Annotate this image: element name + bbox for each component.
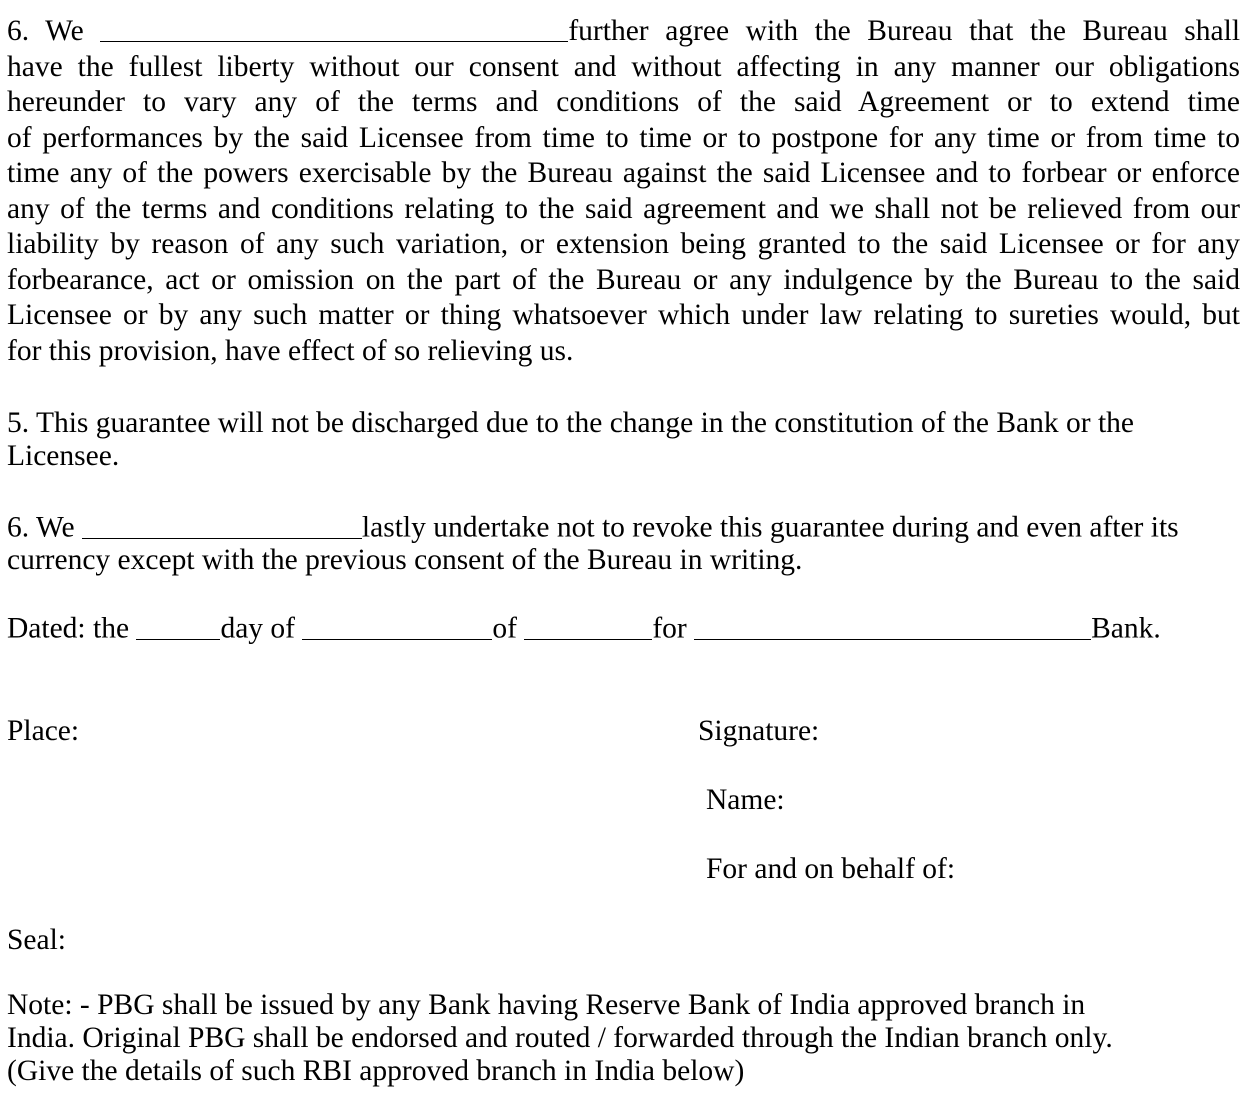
clause-6-lastly-undertake xyxy=(7,511,1240,577)
bank-label: Bank. xyxy=(1091,612,1161,645)
dated-line xyxy=(7,612,1161,646)
signature-label: Signature: xyxy=(698,715,820,747)
on-behalf-label: For and on behalf of: xyxy=(706,853,956,885)
note-block xyxy=(7,989,1240,1088)
day-of-label: day of xyxy=(220,612,295,645)
clause-text: further agree with the Bureau that the Bureau shall xyxy=(568,15,1241,47)
name-label: Name: xyxy=(706,784,785,816)
clause-number: 6. We xyxy=(7,15,84,47)
year-blank[interactable] xyxy=(524,612,652,640)
clause-6-line-7: liability by reason of any such variation, or extension being granted to the said Licensee or for any xyxy=(7,228,1240,260)
clause-text: lastly undertake not to revoke this guarantee during and even after its xyxy=(361,511,1179,544)
note-line-2: India. Original PBG shall be endorsed and routed / forwarded through the Indian branch only. xyxy=(7,1022,1113,1054)
day-blank[interactable] xyxy=(136,612,220,640)
clause-5-line-2: Licensee. xyxy=(7,440,120,472)
clause-6-line-9: Licensee or by any such matter or thing whatsoever which under law relating to sureties would, but xyxy=(7,299,1240,331)
clause-6-line-6: any of the terms and conditions relating to the said agreement and we shall not be relieved from our xyxy=(7,192,1240,225)
clause-5-line-1: 5. This guarantee will not be discharged due to the change in the constitution of the Bank or the xyxy=(7,407,1135,439)
seal-label: Seal: xyxy=(7,924,66,956)
clause-6-line-4: of performances by the said Licensee from time to time or to postpone for any time or from time to xyxy=(7,121,1240,154)
clause-6-line-8: forbearance, act or omission on the part of the Bureau or any indulgence by the Bureau to the said xyxy=(7,263,1240,296)
clause-6-line-1 xyxy=(7,14,1240,50)
dated-label: Dated: the xyxy=(7,612,130,645)
note-line-1: Note: - PBG shall be issued by any Bank having Reserve Bank of India approved branch in xyxy=(7,989,1086,1021)
clause-6b-line-2: currency except with the previous consent of the Bureau in writing. xyxy=(7,544,803,576)
bank-blank[interactable] xyxy=(694,612,1091,640)
clause-6-line-10: for this provision, have effect of so relieving us. xyxy=(7,334,574,367)
clause-6-line-3: hereunder to vary any of the terms and conditions of the said Agreement or to extend time xyxy=(7,86,1240,118)
clause-6-line-2: have the fullest liberty without our consent and without affecting in any manner our obligations xyxy=(7,50,1240,83)
note-line-3: (Give the details of such RBI approved branch in India below) xyxy=(7,1055,745,1087)
bank-name-blank[interactable] xyxy=(100,14,568,42)
clause-number: 6. We xyxy=(7,511,75,544)
for-label: for xyxy=(652,612,687,645)
month-blank[interactable] xyxy=(302,612,492,640)
bank-name-blank-2[interactable] xyxy=(82,511,362,539)
clause-6-further-agree xyxy=(7,14,1240,369)
of-label: of xyxy=(492,612,517,645)
clause-5-guarantee-not-discharged xyxy=(7,407,1240,473)
place-label: Place: xyxy=(7,715,80,747)
clause-6-line-5: time any of the powers exercisable by the Bureau against the said Licensee and to forbear or enforce xyxy=(7,157,1240,189)
clause-6b-line-1 xyxy=(7,511,1240,544)
